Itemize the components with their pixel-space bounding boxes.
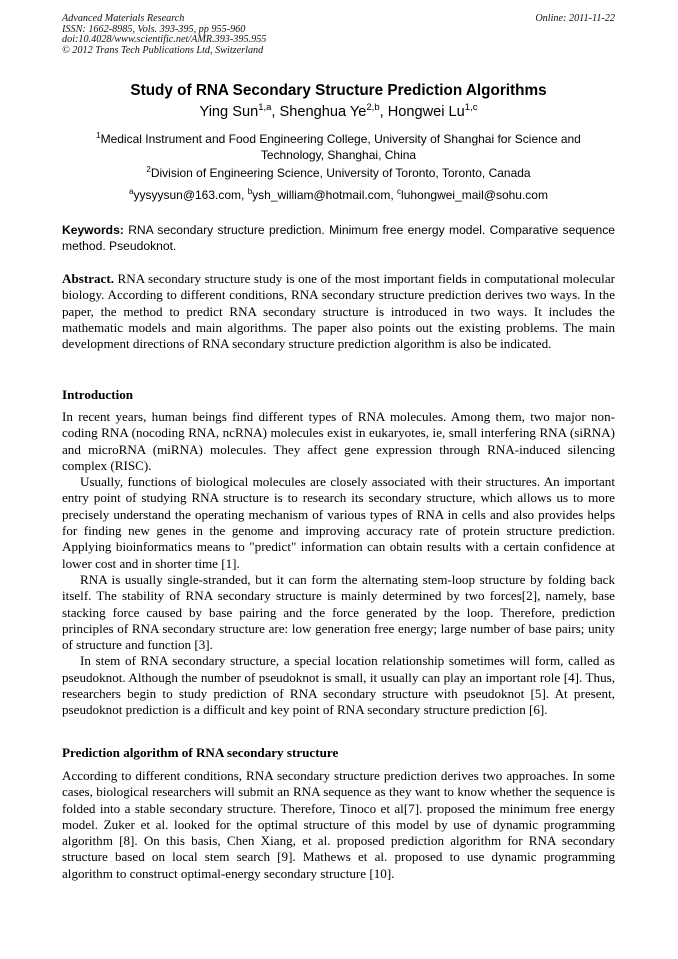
- keywords-text: RNA secondary structure prediction. Minimum free energy model. Comparative sequence method. Pseudoknot.: [62, 223, 615, 253]
- paragraph: According to different conditions, RNA secondary structure prediction derives two approaches. In some cases, biological researchers will submit an RNA sequence as they want to know whether the sequence is folded into a stable secondary structure. Therefore, Tinoco et al[7]. proposed the minimum free energy model. Zuker et al. looked for the optimal structure of this model by use of dynamic programming algorithm [8]. On this basis, Chen Xiang, et al. proposed prediction algorithm for RNA secondary structure based on local stem search [9]. Mathews et al. proposed to use dynamic programming algorithm to construct optimal-energy secondary structure [10].: [62, 768, 615, 881]
- author-name: Ying Sun: [199, 104, 259, 120]
- affiliation-2: [72, 165, 605, 181]
- author-affiliation-mark: 1,c: [464, 102, 478, 113]
- issn-line: ISSN: 1662-8985, Vols. 393-395, pp 955-960: [62, 23, 246, 35]
- paragraph: Usually, functions of biological molecules are closely associated with their structures. An important entry point of studying RNA structure is to research its secondary structure, which allows us to more precisely understand the operating mechanism of various types of RNA in cells and also provides helps for finding new genes in the genome and improving accuracy rate of protein structure prediction. Applying bioinformatics means to "predict" information can obtain results with a certain confidence at lower cost and in shorter time [1].: [62, 474, 615, 571]
- email-address[interactable]: luhongwei_mail@sohu.com: [401, 188, 548, 202]
- section-heading-introduction: Introduction: [62, 387, 134, 402]
- paper-title: Study of RNA Secondary Structure Prediction Algorithms: [130, 82, 547, 99]
- affiliation-text: Medical Instrument and Food Engineering College, University of Shanghai for Science and Technology, Shanghai, China: [100, 132, 581, 162]
- email-address[interactable]: yysyysun@163.com: [133, 188, 242, 202]
- section-heading-prediction-algorithm: Prediction algorithm of RNA secondary structure: [62, 745, 339, 760]
- email-mark: b: [247, 187, 253, 196]
- affiliation-mark: 2: [146, 165, 151, 174]
- author-affiliation-mark: 1,a: [258, 102, 272, 113]
- abstract-text: RNA secondary structure study is one of the most important fields in computational molecular biology. According to different conditions, RNA secondary structure prediction derives two ways. In the paper, the method to predict RNA secondary structure is introduced in two ways. It includes the mathematic models and main algorithms. The paper also points out the existing problems. The main development directions of RNA secondary structure prediction algorithm is also be indicated.: [62, 271, 615, 352]
- paragraph: In recent years, human beings find different types of RNA molecules. Among them, two major non-coding RNA (nocoding RNA, ncRNA) molecules exist in eukaryotes, ie, small interfering RNA (siRNA) and microRNA (miRNA) molecules. They affect gene expression through RNA-induced silencing complex (RISC).: [62, 409, 615, 473]
- author-name: Shenghua Ye: [279, 104, 367, 120]
- author-list: Ying Sun$^{1,a}$, Shenghua Ye$^{2,b}$, Hongwei Lu$^{1,c}$: [199, 102, 478, 120]
- email-list: $^a$yysyysun@163.com, $^b$ysh_william@hotmail.com, $^c$luhongwei_mail@sohu.com: [129, 187, 548, 202]
- affiliation-mark: 1: [96, 131, 101, 140]
- abstract: [62, 271, 615, 352]
- copyright-line: © 2012 Trans Tech Publications Ltd, Switzerland: [62, 44, 264, 56]
- prediction-algorithm-body: [62, 768, 615, 882]
- paragraph: RNA is usually single-stranded, but it can form the alternating stem-loop structure by folding back itself. The stability of RNA secondary structure is mainly determined by two forces[2], namely, base stacking force caused by base pairing and the force generated by the loop. Therefore, prediction principles of RNA secondary structure are: low generation free energy; large number of base pairs; unity of structure and function [3].: [62, 571, 615, 653]
- introduction-body: [62, 409, 615, 719]
- doi-line: doi:10.4028/www.scientific.net/AMR.393-395.955: [62, 34, 267, 46]
- online-date: Online: 2011-11-22: [535, 13, 615, 24]
- author-affiliation-mark: 2,b: [366, 102, 380, 113]
- email-mark: a: [129, 187, 134, 196]
- email-address[interactable]: ysh_william@hotmail.com: [252, 188, 391, 202]
- author-name: Hongwei Lu: [387, 104, 465, 120]
- journal-header: [62, 14, 615, 56]
- abstract-label: Abstract.: [62, 271, 114, 286]
- email-mark: c: [397, 187, 402, 196]
- keywords: [62, 222, 615, 254]
- affiliation-1: [72, 131, 605, 163]
- journal-name: Advanced Materials Research: [62, 13, 185, 24]
- keywords-label: Keywords:: [62, 223, 124, 237]
- affiliation-text: Division of Engineering Science, University of Toronto, Toronto, Canada: [150, 166, 531, 180]
- paragraph: In stem of RNA secondary structure, a special location relationship sometimes will form, called as pseudoknot. Although the number of pseudoknot is small, it usually can play an important role [4]. Thus, researchers begin to study prediction of RNA secondary structure with pseudoknot [5]. At present, pseudoknot prediction is a difficult and key point of RNA secondary structure prediction [6].: [62, 653, 615, 718]
